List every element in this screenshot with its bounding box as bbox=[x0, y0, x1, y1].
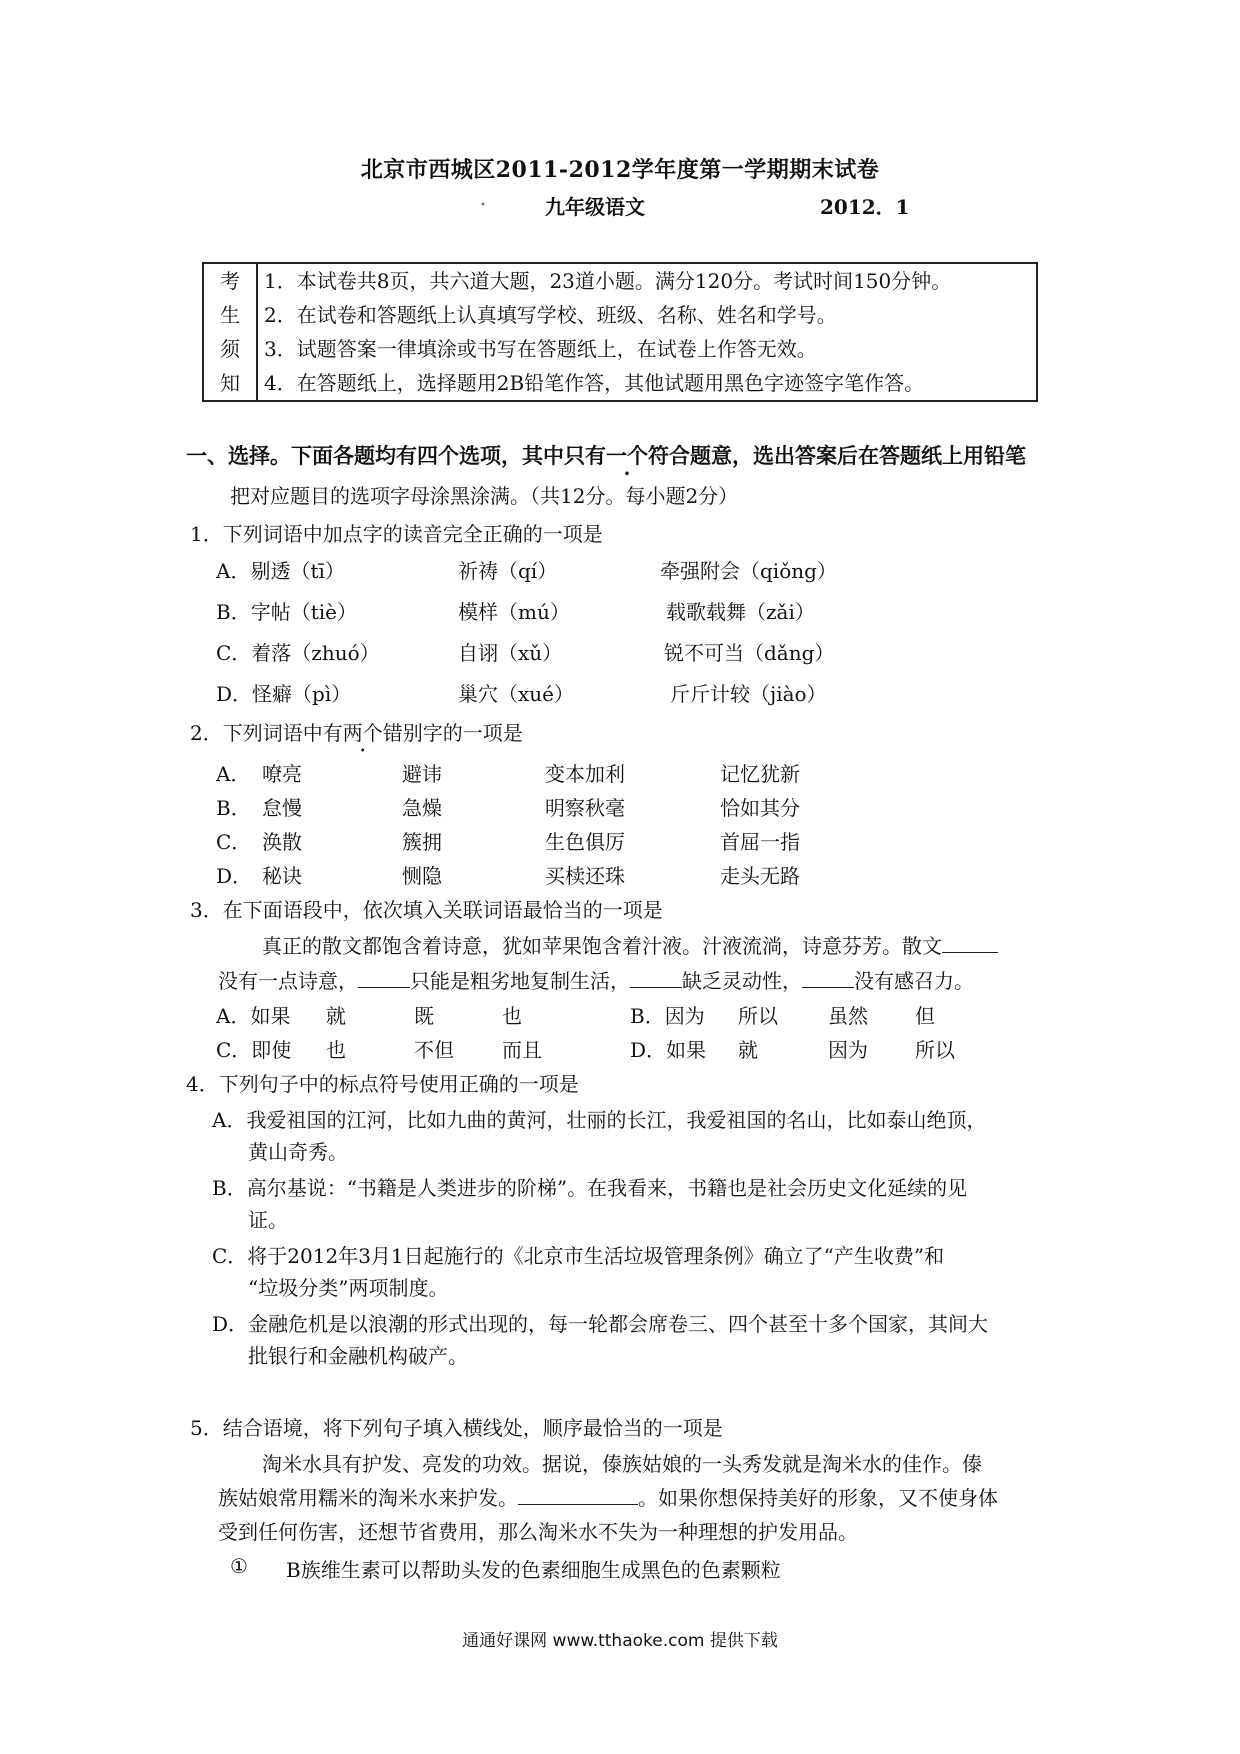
notice-side-char: 须 bbox=[220, 337, 240, 361]
answer-blank bbox=[942, 934, 998, 953]
q3-stem: 3．在下面语段中，依次填入关联词语最恰当的一项是 bbox=[190, 898, 663, 922]
notice-side-char: 生 bbox=[220, 303, 240, 327]
q4-option-c-line2: “垃圾分类”两项制度。 bbox=[248, 1276, 449, 1300]
notice-side-char: 知 bbox=[220, 371, 240, 395]
q3-option-b-4: 但 bbox=[915, 1004, 935, 1028]
q3-passage-text: 真正的散文都饱含着诗意，犹如苹果饱含着汁液。汁液流淌，诗意芬芳。散文 bbox=[262, 934, 942, 958]
q1-option-d-2: 巢穴（xué） bbox=[458, 682, 574, 706]
q3-option-c-4: 而且 bbox=[502, 1038, 542, 1062]
q2-option-c-w2: 簇拥 bbox=[402, 830, 442, 854]
notice-items bbox=[257, 263, 1037, 401]
q4-option-c-line1: C．将于2012年3月1日起施行的《北京市生活垃圾管理条例》确立了“产生收费”和 bbox=[212, 1244, 945, 1268]
section-heading bbox=[186, 440, 1026, 470]
q2-option-d-w1: 秘诀 bbox=[262, 864, 302, 888]
q2-stem-part: 错别字的一项是 bbox=[382, 721, 523, 745]
notice-item: 2．在试卷和答题纸上认真填写学校、班级、名称、姓名和学号。 bbox=[264, 303, 837, 327]
section-heading-part: 符合题意，选出答案后在答题纸上用铅笔 bbox=[648, 443, 1026, 468]
q3-passage-text: 没有一点诗意， bbox=[218, 969, 358, 993]
q3-option-b-2: 所以 bbox=[738, 1004, 778, 1028]
q2-option-d-w4: 走头无路 bbox=[720, 864, 800, 888]
q2-option-b-w3: 明察秋毫 bbox=[545, 796, 625, 820]
section-heading-part: 一、选择。下面各题均有四个选项，其中只有 bbox=[186, 443, 606, 468]
footer-download-note: 通通好课网 www.tthaoke.com 提供下载 bbox=[462, 1631, 778, 1651]
q1-option-a-2: 祈祷（qí） bbox=[458, 559, 558, 583]
q5-passage-line1: 淘米水具有护发、亮发的功效。据说，傣族姑娘的一头秀发就是淘米水的佳作。傣 bbox=[262, 1452, 982, 1476]
q3-option-a-4: 也 bbox=[502, 1004, 522, 1028]
q2-option-b-letter: B． bbox=[216, 796, 251, 820]
q4-option-b-line1: B．高尔基说：“书籍是人类进步的阶梯”。在我看来，书籍也是社会历史文化延续的见 bbox=[212, 1176, 968, 1200]
q2-option-c-w4: 首屈一指 bbox=[720, 830, 800, 854]
q5-item-1-number: ① bbox=[230, 1554, 248, 1578]
q3-option-d-2: 就 bbox=[738, 1038, 758, 1062]
q1-option-c-2: 自诩（xǔ） bbox=[458, 641, 563, 665]
q3-option-c: C．即使 bbox=[216, 1038, 292, 1062]
scan-dot: • bbox=[480, 200, 486, 211]
q2-option-c-w1: 涣散 bbox=[262, 830, 302, 854]
q3-passage-text: 缺乏灵动性， bbox=[682, 969, 802, 993]
q2-option-b-w1: 怠慢 bbox=[262, 796, 302, 820]
q1-option-a: A．剔透（tī） bbox=[216, 559, 345, 583]
q2-option-d-letter: D． bbox=[216, 864, 253, 888]
q2-option-c-w3: 生色俱厉 bbox=[545, 830, 625, 854]
q3-option-c-3: 不但 bbox=[414, 1038, 454, 1062]
q4-option-d-line2: 批银行和金融机构破产。 bbox=[248, 1344, 468, 1368]
q2-option-b-w4: 恰如其分 bbox=[720, 796, 800, 820]
q1-option-c-3: 锐不可当（dǎng） bbox=[664, 641, 835, 665]
q3-option-c-2: 也 bbox=[326, 1038, 346, 1062]
q5-item-1: B族维生素可以帮助头发的色素细胞生成黑色的色素颗粒 bbox=[286, 1558, 781, 1582]
answer-blank bbox=[518, 1486, 638, 1505]
page-title: 北京市西城区2011-2012学年度第一学期期末试卷 bbox=[360, 157, 880, 183]
answer-blank bbox=[802, 969, 854, 988]
q3-passage-text: 没有感召力。 bbox=[854, 969, 974, 993]
q2-option-b-w2: 急燥 bbox=[402, 796, 442, 820]
q3-option-a-3: 既 bbox=[414, 1004, 434, 1028]
q3-option-d-3: 因为 bbox=[828, 1038, 868, 1062]
q2-stem bbox=[190, 717, 523, 746]
notice-item: 3．试题答案一律填涂或书写在答题纸上，在试卷上作答无效。 bbox=[264, 337, 817, 361]
q4-stem: 4．下列句子中的标点符号使用正确的一项是 bbox=[186, 1072, 579, 1096]
q2-option-a-w4: 记忆犹新 bbox=[720, 762, 800, 786]
q4-option-d-line1: D．金融危机是以浪潮的形式出现的，每一轮都会席卷三、四个甚至十多个国家，其间大 bbox=[212, 1312, 989, 1336]
q4-option-a-line2: 黄山奇秀。 bbox=[248, 1140, 348, 1164]
q4-option-b-line2: 证。 bbox=[248, 1208, 288, 1232]
q1-option-b-2: 模样（mú） bbox=[458, 600, 570, 624]
q2-option-d-w3: 买椟还珠 bbox=[545, 864, 625, 888]
q3-option-d: D．如果 bbox=[630, 1038, 707, 1062]
q3-option-a: A．如果 bbox=[216, 1004, 291, 1028]
q1-option-b: B．字帖（tiè） bbox=[216, 600, 357, 624]
q2-option-a-w1: 嘹亮 bbox=[262, 762, 302, 786]
q1-option-d: D．怪癖（pì） bbox=[216, 682, 352, 706]
q5-passage-line3: 受到任何伤害，还想节省费用，那么淘米水不失为一种理想的护发用品。 bbox=[218, 1520, 858, 1544]
q3-passage-line2 bbox=[218, 965, 974, 994]
q1-option-c: C．着落（zhuó） bbox=[216, 641, 380, 665]
notice-item: 4．在答题纸上，选择题用2B铅笔作答，其他试题用黑色字迹签字笔作答。 bbox=[264, 371, 925, 395]
subject-label: 九年级语文 bbox=[545, 195, 645, 219]
section-heading-line2: 把对应题目的选项字母涂黑涂满。（共12分。每小题2分） bbox=[230, 484, 739, 508]
q2-stem-emphasis: 两个 bbox=[342, 721, 383, 745]
q2-option-c-letter: C． bbox=[216, 830, 252, 854]
q2-option-a-letter: A． bbox=[216, 762, 251, 786]
notice-side-label bbox=[203, 263, 257, 401]
notice-box bbox=[202, 262, 1038, 402]
q3-option-b: B．因为 bbox=[630, 1004, 705, 1028]
notice-item: 1．本试卷共8页，共六道大题，23道小题。满分120分。考试时间150分钟。 bbox=[264, 269, 952, 293]
q2-option-a-w2: 避讳 bbox=[402, 762, 442, 786]
q4-option-a-line1: A．我爱祖国的江河，比如九曲的黄河，壮丽的长江，我爱祖国的名山，比如泰山绝顶， bbox=[212, 1108, 987, 1132]
q2-stem-part: 2．下列词语中有 bbox=[190, 721, 343, 745]
q5-stem: 5．结合语境，将下列句子填入横线处，顺序最恰当的一项是 bbox=[190, 1416, 723, 1440]
q5-passage-line2 bbox=[218, 1482, 998, 1511]
q5-passage-text: 。如果你想保持美好的形象，又不使身体 bbox=[638, 1486, 998, 1510]
q3-option-b-3: 虽然 bbox=[828, 1004, 868, 1028]
q3-option-a-2: 就 bbox=[326, 1004, 346, 1028]
q2-option-d-w2: 恻隐 bbox=[402, 864, 442, 888]
q2-option-a-w3: 变本加利 bbox=[545, 762, 625, 786]
q3-option-d-4: 所以 bbox=[915, 1038, 955, 1062]
notice-side-char: 考 bbox=[220, 269, 240, 293]
q5-passage-text: 族姑娘常用糯米的淘米水来护发。 bbox=[218, 1486, 518, 1510]
q3-passage-text: 只能是粗劣地复制生活， bbox=[410, 969, 630, 993]
q1-option-d-3: 斤斤计较（jiào） bbox=[670, 682, 827, 706]
q3-passage-line1 bbox=[262, 930, 998, 959]
q1-option-b-3: 载歌载舞（zǎi） bbox=[666, 600, 815, 624]
answer-blank bbox=[630, 969, 682, 988]
q1-option-a-3: 牵强附会（qiǒng） bbox=[660, 559, 837, 583]
answer-blank bbox=[358, 969, 410, 988]
exam-date: 2012．1 bbox=[820, 195, 910, 219]
q1-stem: 1．下列词语中加点字的读音完全正确的一项是 bbox=[190, 522, 603, 546]
section-heading-emphasis: 一个 bbox=[606, 443, 648, 468]
